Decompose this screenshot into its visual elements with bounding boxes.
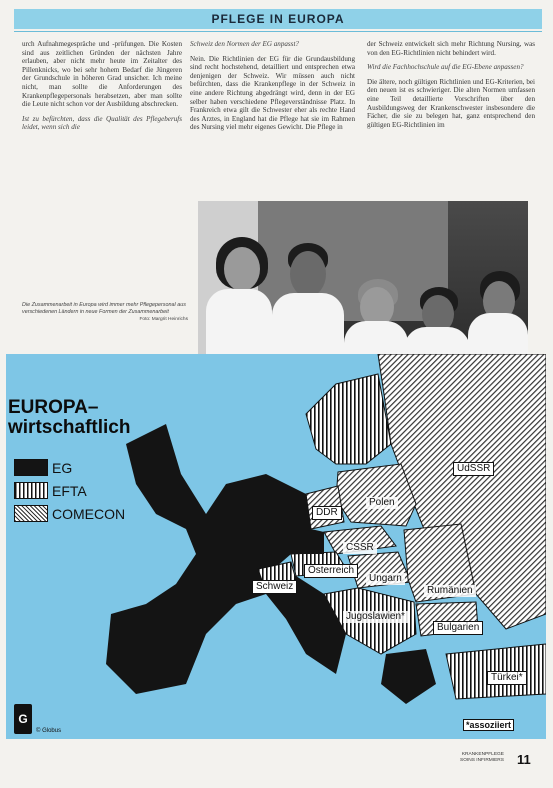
label-oesterreich: Österreich: [304, 564, 358, 578]
label-ddr: DDR: [312, 506, 342, 520]
legend-item-eg: [14, 456, 125, 479]
label-tuerkei: Türkei*: [487, 671, 527, 685]
paragraph: Die ältere, noch gültigen Richtlinien und EG-Kriterien, bei den neuen ist es schwieriger. Die alten Normen umfassen eine Teil detaillierte Vorschriften über den Ausbildungsweg der Krankenschwester insbesondere die Fächer, die sie zu belegen hat, ganz entsprechend den gültigen EG-Richtlinien im: [367, 77, 535, 129]
publication-footer: [460, 752, 504, 764]
label-jugoslawien: Jugoslawien*: [343, 611, 408, 623]
question: Schweiz den Normen der EG anpasst?: [190, 40, 299, 48]
label-schweiz: Schweiz: [252, 580, 297, 594]
legend-swatch-efta: [14, 482, 48, 499]
map-source: © Globus: [36, 728, 62, 734]
paragraph: urch Aufnahmegespräche und -prüfungen. Die Kosten sind aus zeitlichen Gründen der nächsten Jahre erlauben, aber nicht mehr heute im Zeitalter des Pillenknicks, wo bei sehr hohem Bedarf die Jüngeren der Grundschule in höheren Grad unsicher. Ich meine nicht, man sollte die Anforderungen des Krankenpflegepersonals herabsetzen, aber man sollte die Leute nicht schon vor der Ausbildung abschrecken.: [22, 40, 182, 109]
legend-item-comecon: [14, 502, 125, 525]
region-polen: [336, 464, 416, 526]
page-number: 11: [517, 752, 531, 767]
section-header: [14, 9, 542, 29]
region-greece: [381, 649, 436, 704]
publication-subtitle: SOINS INFIRMIERS: [460, 758, 504, 763]
text-column-1: [22, 40, 182, 138]
section-title: PFLEGE IN EUROPA: [211, 12, 345, 26]
map-title-line-1: EUROPA–: [8, 397, 99, 418]
caption-text: Die Zusammenarbeit in Europa wird immer mehr Pflegepersonal aus verschiedenen Ländern in neue Formen der Zusammenarbeit: [22, 302, 186, 315]
map-legend: [14, 456, 125, 525]
legend-item-efta: [14, 479, 125, 502]
text-column-2: [190, 40, 355, 138]
label-polen: Polen: [366, 497, 398, 509]
globus-logo-icon: G: [14, 704, 32, 734]
photo-credit: Foto: Margrit Heinrichs: [139, 317, 188, 322]
label-ungarn: Ungarn: [366, 573, 405, 585]
label-rumaenien: Rumänien: [424, 585, 476, 597]
header-rule: [14, 31, 542, 32]
photo-caption: [22, 302, 192, 323]
map-title-line-2: wirtschaftlich: [8, 417, 131, 438]
label-bulgarien: Bulgarien: [433, 621, 483, 635]
question: Ist zu befürchten, dass die Qualität des Pflegeberufs leidet, wenn sich die: [22, 114, 182, 132]
label-cssr: CSSR: [343, 542, 377, 554]
legend-label: EG: [52, 459, 73, 476]
text-column-3: [367, 40, 535, 135]
paragraph: der Schweiz entwickelt sich mehr Richtung Nursing, was von den EG-Richtlinien nicht behindert wird.: [367, 40, 535, 57]
paragraph: Nein. Die Richtlinien der EG für die Grundausbildung sind recht hochstehend, detailliert und entsprechen etwa denjenigen der Schweiz. Wir müssen auch nicht befürchten, dass die Krankenpflege in der Schweiz in eine andere Richtung abgedrängt wird, denn in der EG selber haben verschiedene Pflegeverständnisse Platz. In Frankreich etwa gilt die Schwester eher als rechte Hand des Arztes, in England hat die Pflege hat sie im Rahmen des Nursing viel mehr eigenes Gewicht. Die Pflege in: [190, 54, 355, 132]
region-scandinavia: [306, 374, 391, 464]
legend-swatch-comecon: [14, 505, 48, 522]
globus-source: [14, 704, 61, 734]
legend-swatch-eg: [14, 459, 48, 476]
question: Wird die Fachhochschule auf die EG-Ebene anpassen?: [367, 63, 524, 72]
label-udssr: UdSSR: [453, 462, 494, 476]
legend-label: EFTA: [52, 482, 87, 499]
map-footnote: *assoziiert: [463, 719, 514, 731]
publication-name: KRANKENPFLEGE: [461, 752, 504, 757]
map-title: [8, 398, 130, 438]
legend-label: COMECON: [52, 505, 126, 522]
